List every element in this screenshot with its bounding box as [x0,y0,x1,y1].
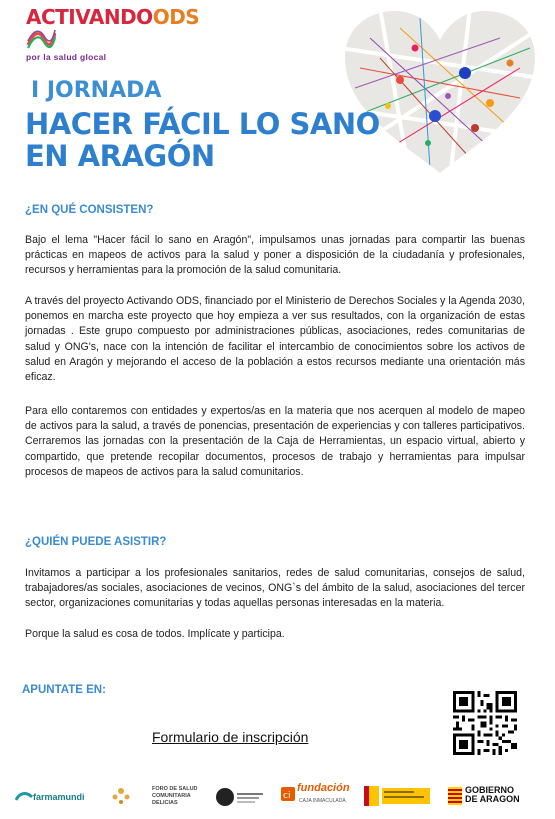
title-line-1: HACER FÁCIL LO SANO [25,107,380,141]
page-title [25,108,380,172]
section-heading-apuntate: APUNTATE EN: [22,684,106,696]
fundacion-logo: fundación [297,782,350,794]
institution-seal-icon [216,786,266,808]
foro-salud-logo [152,786,198,807]
logo-brand-ods: ODS [152,5,200,29]
foro-line-3: DELICIAS [152,800,178,806]
paragraph-consisten-3: Para ello contaremos con entidades y expertos/as en la materia que nos acerquen al modelo de mapeo de activos para la salud, a través de ponencias, presentación de experiencias y con talleres participativos. Cerraremos las jornadas con la presentación de la Caja de Herramientas, un espacio virtual, abierto y compartido, que pretende recopilar documentos, procesos de trabajo y herramientas para impulsar procesos de mapeos de activos para la salud comunitarios. [25,405,525,478]
aragon-flag-icon [448,787,462,805]
wave-ribbon-icon [26,29,56,51]
logo-wordmark [26,5,200,51]
paragraph-consisten-1: Bajo el lema "Hacer fácil lo sano en Aragón", impulsamos unas jornadas para compartir las buenas prácticas en mapeos de activos para la salud y poner a disposición de la ciudadanía y profesionales, recursos y herramientas para la promoción de la salud comunitaria. [25,234,525,277]
paragraph-asistir-1: Invitamos a participar a los profesionales sanitarios, redes de salud comunitarias, consejos de salud, trabajadores/as sociales, asociaciones de vecinos, ONG`s del ámbito de la salud, asociaciones del tercer sector, organizaciones comunitarias y todas aquellas personas interesadas en la materia. [25,567,525,610]
title-line-2: EN ARAGÓN [25,139,215,173]
event-subtitle: I JORNADA [31,78,162,103]
foro-line-1: FORO DE SALUD [152,786,198,792]
spain-government-logo-icon [364,786,434,806]
farmamundi-logo-icon [15,790,33,804]
fundacion-sub: CAJA INMACULADA [299,798,346,804]
paragraph-consisten-2: A través del proyecto Activando ODS, financiado por el Ministerio de Derechos Sociales y la Agenda 2030, ponemos en marcha este proyecto que hoy empieza a ver sus resultados, con la organización de estas jornadas . Este grupo compuesto por administraciones públicas, asociaciones, redes comunitarias de salud y ONG's, nace con la intención de facilitar el intercambio de conocimientos sobre los activos de salud en Aragón y mejorando el acceso de la población a estos recursos mediante una orientación más eficaz. [25,295,525,384]
gobierno-aragon-logo [465,786,520,804]
logo-tagline: por la salud glocal [26,52,107,62]
fundacion-logo-icon [281,787,295,801]
gobierno-line-1: GOBIERNO [465,785,515,795]
qr-code-icon[interactable] [453,691,517,755]
registration-form-link[interactable]: Formulario de inscripción [152,729,309,745]
gobierno-line-2: DE ARAGON [465,794,520,804]
section-heading-asistir: ¿QUIÉN PUEDE ASISTIR? [25,536,167,548]
farmamundi-logo: farmamundi [33,792,85,802]
community-network-logo-icon [110,784,132,806]
svg-text:ci: ci [283,791,291,801]
paragraph-asistir-2: Porque la salud es cosa de todos. Implícate y participa. [25,628,285,640]
section-heading-consisten: ¿EN QUÉ CONSISTEN? [25,204,154,216]
activando-ods-logo [26,5,200,62]
logo-brand-main: ACTIVANDO [26,5,153,29]
foro-line-2: COMUNITARIA [152,793,191,799]
sponsor-footer [15,782,540,812]
